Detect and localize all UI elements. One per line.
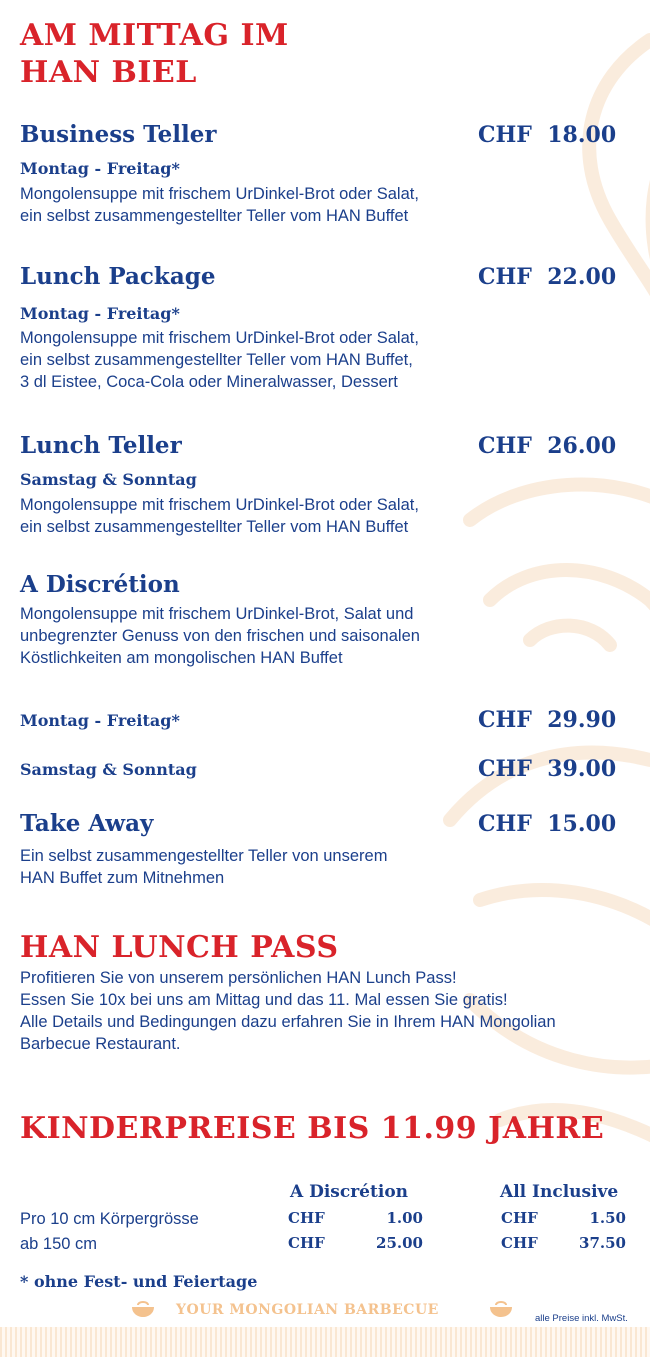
business-teller-description bbox=[20, 183, 419, 227]
desc-line: ein selbst zusammengestellter Teller vom HAN Buffet, bbox=[20, 351, 413, 369]
lunch-package-description bbox=[20, 327, 419, 393]
desc-line: Essen Sie 10x bei uns am Mittag und das 11. Mal essen Sie gratis! bbox=[20, 991, 508, 1009]
lunch-package-price: CHF 22.00 bbox=[478, 264, 617, 290]
lunch-teller-price: CHF 26.00 bbox=[478, 433, 617, 459]
desc-line: HAN Buffet zum Mitnehmen bbox=[20, 869, 225, 887]
discretion-weekend-label: Samstag & Sonntag bbox=[20, 760, 197, 779]
business-teller-title: Business Teller bbox=[20, 121, 217, 148]
desc-line: Mongolensuppe mit frischem UrDinkel-Brot oder Salat, bbox=[20, 329, 419, 347]
lunch-package-days: Montag - Freitag* bbox=[20, 304, 180, 323]
kids-row-price: 25.00 bbox=[376, 1234, 423, 1252]
kids-row-price: 1.00 bbox=[386, 1209, 423, 1227]
kids-row-currency: CHF bbox=[288, 1234, 325, 1252]
discretion-description bbox=[20, 603, 420, 669]
desc-line: Mongolensuppe mit frischem UrDinkel-Brot oder Salat, bbox=[20, 496, 419, 514]
desc-line: unbegrenzter Genuss von den frischen und saisonalen bbox=[20, 627, 420, 645]
kids-row-label: ab 150 cm bbox=[20, 1235, 98, 1253]
business-teller-days: Montag - Freitag* bbox=[20, 159, 180, 178]
desc-line: Köstlichkeiten am mongolischen HAN Buffet bbox=[20, 649, 343, 667]
page-heading-line1: AM MITTAG IM bbox=[20, 18, 289, 53]
footer-pattern-strip bbox=[0, 1327, 650, 1357]
kids-row-currency: CHF bbox=[288, 1209, 325, 1227]
desc-line: Barbecue Restaurant. bbox=[20, 1035, 181, 1053]
lunch-teller-days: Samstag & Sonntag bbox=[20, 470, 197, 489]
discretion-title: A Discrétion bbox=[20, 571, 180, 598]
discretion-weekend-price: CHF 39.00 bbox=[478, 756, 617, 782]
bowl-icon bbox=[130, 1298, 156, 1318]
kids-row-price: 1.50 bbox=[589, 1209, 626, 1227]
page-heading-line2: HAN BIEL bbox=[20, 55, 197, 90]
kids-row-price: 37.50 bbox=[579, 1234, 626, 1252]
lunch-teller-description bbox=[20, 494, 419, 538]
desc-line: Profitieren Sie von unserem persönlichen HAN Lunch Pass! bbox=[20, 969, 457, 987]
kids-col-discretion: A Discrétion bbox=[290, 1182, 409, 1202]
desc-line: ein selbst zusammengestellter Teller vom HAN Buffet bbox=[20, 518, 409, 536]
kids-prices-heading: KINDERPREISE BIS 11.99 JAHRE bbox=[20, 1111, 605, 1146]
footer-tagline: YOUR MONGOLIAN BARBECUE bbox=[176, 1302, 439, 1318]
holiday-footnote: * ohne Fest- und Feiertage bbox=[20, 1272, 258, 1291]
kids-col-all-inclusive: All Inclusive bbox=[500, 1182, 619, 1202]
lunch-pass-description bbox=[20, 967, 556, 1055]
desc-line: Mongolensuppe mit frischem UrDinkel-Brot, Salat und bbox=[20, 605, 414, 623]
take-away-price: CHF 15.00 bbox=[478, 811, 617, 837]
take-away-description bbox=[20, 845, 387, 889]
discretion-weekday-label: Montag - Freitag* bbox=[20, 711, 180, 730]
business-teller-price: CHF 18.00 bbox=[478, 122, 617, 148]
desc-line: Ein selbst zusammengestellter Teller von unserem bbox=[20, 847, 388, 865]
desc-line: Mongolensuppe mit frischem UrDinkel-Brot oder Salat, bbox=[20, 185, 419, 203]
discretion-weekday-price: CHF 29.90 bbox=[478, 707, 617, 733]
desc-line: ein selbst zusammengestellter Teller vom HAN Buffet bbox=[20, 207, 409, 225]
take-away-title: Take Away bbox=[20, 810, 154, 837]
desc-line: Alle Details und Bedingungen dazu erfahren Sie in Ihrem HAN Mongolian bbox=[20, 1013, 556, 1031]
vat-note: alle Preise inkl. MwSt. bbox=[535, 1313, 628, 1324]
bowl-icon bbox=[488, 1298, 514, 1318]
kids-row-currency: CHF bbox=[501, 1209, 538, 1227]
lunch-pass-heading: HAN LUNCH PASS bbox=[20, 930, 339, 965]
desc-line: 3 dl Eistee, Coca-Cola oder Mineralwasser, Dessert bbox=[20, 373, 398, 391]
kids-row-label: Pro 10 cm Körpergrösse bbox=[20, 1210, 199, 1228]
kids-row-currency: CHF bbox=[501, 1234, 538, 1252]
lunch-teller-title: Lunch Teller bbox=[20, 432, 182, 459]
lunch-package-title: Lunch Package bbox=[20, 263, 216, 290]
